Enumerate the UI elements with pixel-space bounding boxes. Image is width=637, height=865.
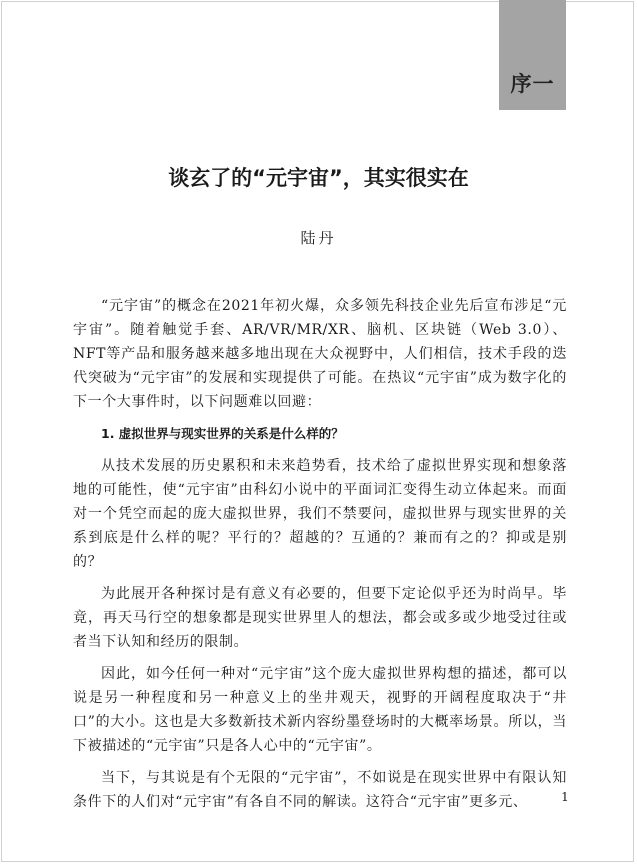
author-name: 陆丹 [300, 229, 337, 247]
page-number: 1 [561, 790, 569, 804]
body-paragraph-3: 因此，如今任何一种对“元宇宙”这个庞大虚拟世界构想的描述，都可以说是另一种程度和另一种意义上的坐井观天，视野的开阔程度取决于“井口”的大小。这也是大多数新技术新内容纷墨登场时的大概率场景。所以，当下被描述的“元宇宙”只是各人心中的“元宇宙”。 [73, 666, 567, 754]
chapter-tab [499, 0, 566, 110]
section-heading: 1. 虚拟世界与现实世界的关系是什么样的？ [101, 426, 344, 441]
body-paragraph-4: 当下，与其说是有个无限的“元宇宙”，不如说是在现实世界中有限认知条件下的人们对“元宇宙”有各自不同的解读。这符合“元宇宙”更多元、 [73, 770, 567, 810]
article-body [73, 294, 567, 822]
article-title: 谈玄了的“元宇宙”，其实很实在 [168, 166, 469, 190]
chapter-tab-label: 序一 [510, 72, 555, 96]
body-paragraph-1: 从技术发展的历史累积和未来趋势看，技术给了虚拟世界实现和想象落地的可能性，使“元宇宙”由科幻小说中的平面词汇变得生动立体起来。而面对一个凭空而起的庞大虚拟世界，我们不禁要问，虚拟世界与现实世界的关系到底是什么样的呢？平行的？超越的？互通的？兼而有之的？抑或是别的？ [73, 458, 567, 570]
body-paragraph-2: 为此展开各种探讨是有意义有必要的，但要下定论似乎还为时尚早。毕竟，再天马行空的想象都是现实世界里人的想法，都会或多或少地受过往或者当下认知和经历的限制。 [73, 586, 567, 650]
intro-paragraph: “元宇宙”的概念在2021年初火爆，众多领先科技企业先后宣布涉足“元宇宙”。随着触觉手套、AR/VR/MR/XR、脑机、区块链（Web 3.0）、NFT等产品和服务越来越多地出现在大众视野中，人们相信，技术手段的迭代突破为“元宇宙”的发展和实现提供了可能。在热议“元宇宙”成为数字化的下一个大事件时，以下问题难以回避： [73, 298, 567, 410]
